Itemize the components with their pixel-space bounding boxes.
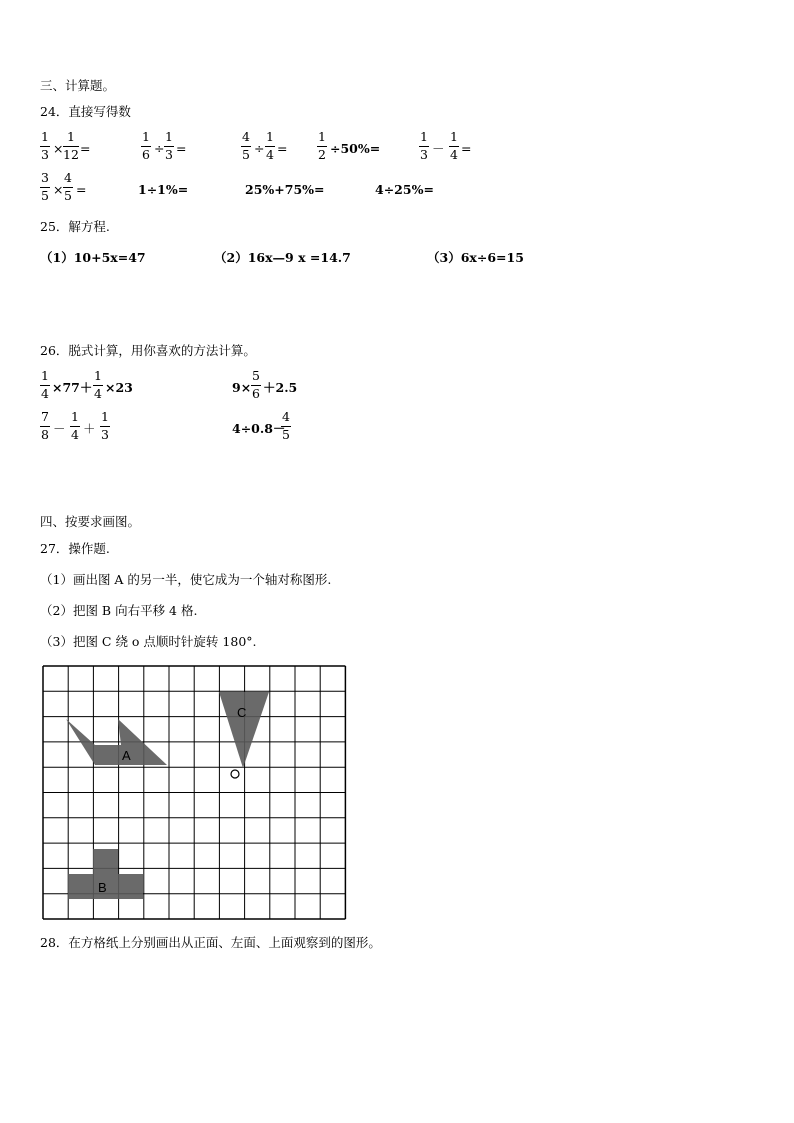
q25-item-3: （3）6x÷6=15 — [427, 250, 524, 265]
q24-title: 24．直接写得数 — [40, 104, 131, 119]
fraction: $\frac{1}{4}$ — [71, 409, 79, 442]
q24-item-7: 1÷1%= — [138, 182, 189, 197]
section3-title: 三、计算题。 — [40, 78, 116, 93]
fraction: $\frac{1}{3}$ — [420, 129, 428, 162]
fraction: $\frac{5}{6}$ — [252, 368, 260, 401]
fraction: $\frac{4}{5}$ — [282, 409, 290, 442]
q24-item-9: 4÷25%= — [375, 182, 434, 197]
q27-item-2: （2）把图 B 向右平移 4 格. — [40, 603, 198, 618]
shape-b-label: B — [98, 880, 107, 895]
shape-c-label: C — [237, 705, 247, 720]
fraction: $\frac{1}{4}$ — [450, 129, 458, 162]
section4-title: 四、按要求画图。 — [40, 514, 141, 529]
shape-a-label: A — [122, 748, 131, 763]
fraction: $\frac{1}{4}$ — [266, 129, 274, 162]
fraction: $\frac{4}{5}$ — [64, 170, 72, 203]
fraction: $\frac{1}{2}$ — [318, 129, 326, 162]
q24-item-8: 25%+75%= — [245, 182, 325, 197]
q27-title: 27．操作题. — [40, 541, 110, 556]
q25-item-2: （2）16x—9 x =14.7 — [214, 250, 351, 265]
q27-grid-figure — [40, 661, 356, 929]
shape-c — [219, 692, 269, 768]
fraction: $\frac{1}{4}$ — [41, 368, 49, 401]
fraction: $\frac{1}{3}$ — [165, 129, 173, 162]
fraction: $\frac{1}{12}$ — [63, 129, 79, 162]
fraction: $\frac{4}{5}$ — [242, 129, 250, 162]
point-o — [231, 770, 239, 778]
q26-title: 26．脱式计算，用你喜欢的方法计算。 — [40, 343, 256, 358]
q27-item-1: （1）画出图 A 的另一半，使它成为一个轴对称图形. — [40, 572, 332, 587]
fraction: $\frac{1}{3}$ — [101, 409, 109, 442]
q28-title: 28．在方格纸上分别画出从正面、左面、上面观察到的图形。 — [40, 935, 381, 950]
fraction: $\frac{1}{6}$ — [142, 129, 150, 162]
fraction: $\frac{7}{8}$ — [41, 409, 49, 442]
fraction: $\frac{1}{3}$ — [41, 129, 49, 162]
q25-item-1: （1）10+5x=47 — [40, 250, 146, 265]
q25-title: 25．解方程. — [40, 219, 110, 234]
fraction: $\frac{3}{5}$ — [41, 170, 49, 203]
fraction: $\frac{1}{4}$ — [94, 368, 102, 401]
q27-item-3: （3）把图 C 绕 o 点顺时针旋转 180°. — [40, 634, 257, 649]
